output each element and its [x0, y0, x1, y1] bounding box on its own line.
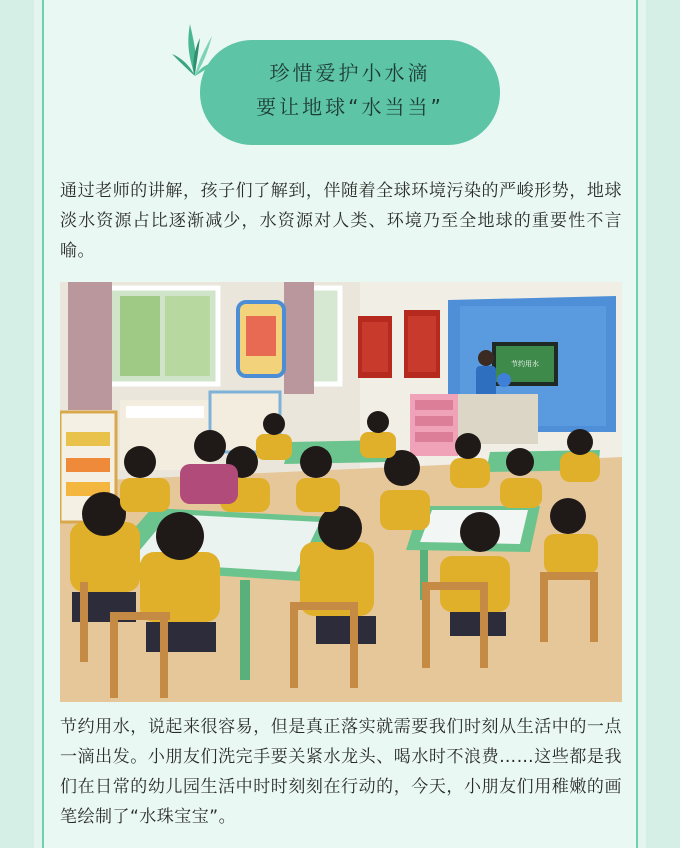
paragraph-water-saving: 节约用水，说起来很容易，但是真正落实就需要我们时刻从生活中的一点一滴出发。小朋友们洗完手要关紧水龙头、喝水时不浪费……这些都是我们在日常的幼儿园生活中时时刻刻在行动的，今天，小朋友们用稚嫩的画笔绘制了“水珠宝宝”。 — [60, 717, 622, 827]
page-edge-left — [0, 0, 34, 848]
tv-screen-text: 节约用水 — [511, 360, 539, 368]
title-line-1: 珍惜爱护小水滴 — [269, 61, 431, 85]
paragraph-intro: 通过老师的讲解，孩子们了解到，伴随着全球环境污染的严峻形势，地球淡水资源占比逐渐减少，水资源对人类、环境乃至全地球的重要性不言喻。 — [60, 181, 622, 261]
classroom-photo — [60, 282, 622, 702]
page-edge-right — [646, 0, 680, 848]
title-line-2: 要让地球“水当当” — [256, 95, 444, 119]
classroom-photo-illustration — [60, 282, 622, 702]
title-banner — [200, 40, 500, 145]
